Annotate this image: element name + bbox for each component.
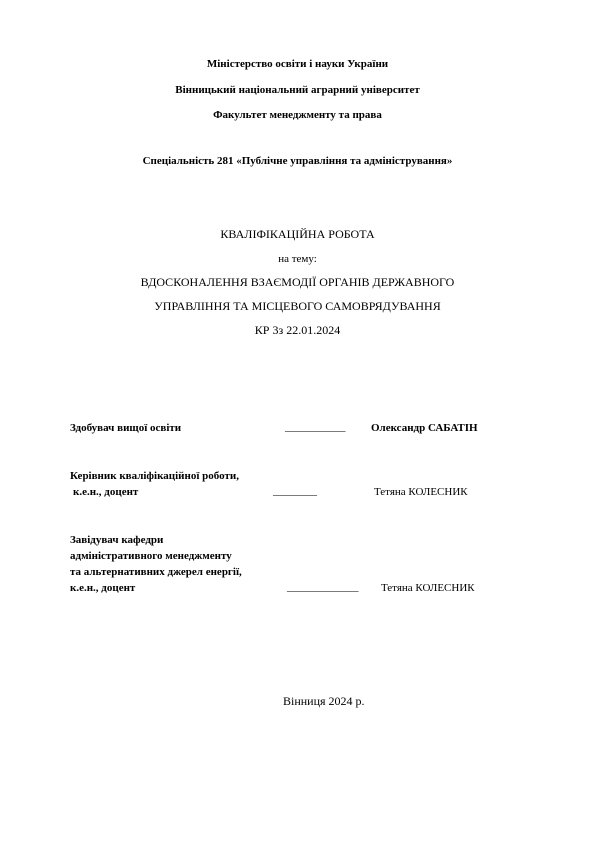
student-name: Олександр САБАТІН: [371, 422, 478, 434]
supervisor-signature-tail: __: [306, 485, 317, 497]
student-signature-line: ___________: [285, 421, 346, 433]
head-role-line-1: Завідувач кафедри: [70, 534, 164, 546]
city-year: Вінниця 2024 р.: [283, 694, 365, 708]
university-name: Вінницький національний аграрний університет: [175, 84, 420, 96]
on-topic-label: на тему:: [278, 253, 317, 265]
work-kind: КВАЛІФІКАЦІЙНА РОБОТА: [220, 227, 375, 241]
supervisor-role-line-1: Керівник кваліфікаційної роботи,: [70, 470, 239, 482]
faculty-name: Факультет менеджменту та права: [213, 109, 382, 121]
head-role-line-3: та альтернативних джерел енергії,: [70, 566, 242, 578]
head-name: Тетяна КОЛЕСНИК: [381, 582, 475, 594]
head-role-line-4: к.е.н., доцент: [70, 582, 136, 594]
head-role-line-2: адміністративного менеджменту: [70, 550, 232, 562]
supervisor-signature-line: ______: [273, 485, 306, 497]
supervisor-name: Тетяна КОЛЕСНИК: [374, 486, 468, 498]
work-code: КР 3з 22.01.2024: [254, 323, 341, 337]
topic-line-1: ВДОСКОНАЛЕННЯ ВЗАЄМОДІЇ ОРГАНІВ ДЕРЖАВНОГО: [140, 275, 455, 289]
specialty: Спеціальність 281 «Публічне управління та адміністрування»: [142, 155, 453, 167]
ministry-name: Міністерство освіти і науки України: [206, 58, 389, 70]
head-signature-line: _____________: [287, 581, 359, 593]
topic-line-2: УПРАВЛІННЯ ТА МІСЦЕВОГО САМОВРЯДУВАННЯ: [154, 299, 441, 313]
student-role: Здобувач вищої освіти: [70, 422, 182, 434]
supervisor-role-line-2: к.е.н., доцент: [73, 486, 139, 498]
